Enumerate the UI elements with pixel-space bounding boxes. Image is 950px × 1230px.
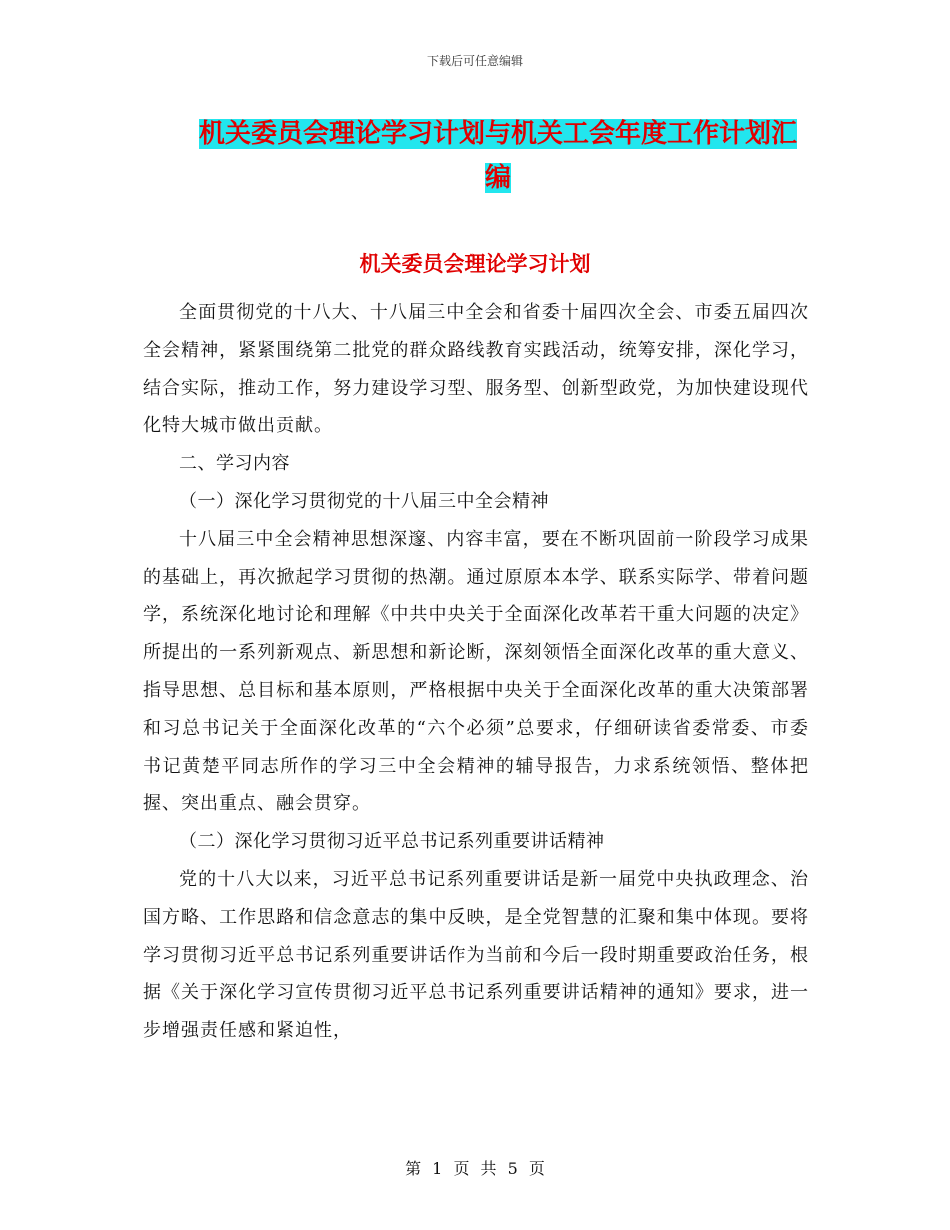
document-body	[143, 294, 809, 1050]
paragraph-speeches: 党的十八大以来，习近平总书记系列重要讲话是新一届党中央执政理念、治国方略、工作思路和信念意志的集中反映，是全党智慧的汇聚和集中体现。要将学习贯彻习近平总书记系列重要讲话作为当前和今后一段时期重要政治任务，根据《关于深化学习宣传贯彻习近平总书记系列重要讲话精神的通知》要求，进一步增强责任感和紧迫性，	[143, 868, 809, 1042]
header-note: 下载后可任意编辑	[426, 54, 523, 68]
document-title-text: 机关委员会理论学习计划与机关工会年度工作计划汇编	[198, 119, 797, 193]
heading-study-content: 二、学习内容	[179, 453, 290, 475]
section-title: 机关委员会理论学习计划	[359, 251, 591, 276]
paragraph-third-plenum: 十八届三中全会精神思想深邃、内容丰富，要在不断巩固前一阶段学习成果的基础上，再次掀起学习贯彻的热潮。通过原原本本学、联系实际学、带着问题学，系统深化地讨论和理解《中共中央关于全面深化改革若干重大问题的决定》所提出的一系列新观点、新思想和新论断，深刻领悟全面深化改革的重大意义、指导思想、总目标和基本原则，严格根据中央关于全面深化改革的重大决策部署和习总书记关于全面深化改革的“六个必须”总要求，仔细研读省委常委、市委书记黄楚平同志所作的学习三中全会精神的辅导报告，力求系统领悟、整体把握、突出重点、融会贯穿。	[143, 528, 809, 815]
paragraph-intro: 全面贯彻党的十八大、十八届三中全会和省委十届四次全会、市委五届四次全会精神，紧紧围绕第二批党的群众路线教育实践活动，统筹安排，深化学习，结合实际，推动工作，努力建设学习型、服务型、创新型政党，为加快建设现代化特大城市做出贡献。	[143, 302, 809, 437]
document-title	[188, 112, 808, 200]
subheading-speeches: （二）深化学习贯彻习近平总书记系列重要讲话精神	[179, 831, 605, 853]
page-footer: 第 1 页 共 5 页	[405, 1159, 545, 1178]
subheading-third-plenum: （一）深化学习贯彻党的十八届三中全会精神	[179, 490, 549, 512]
